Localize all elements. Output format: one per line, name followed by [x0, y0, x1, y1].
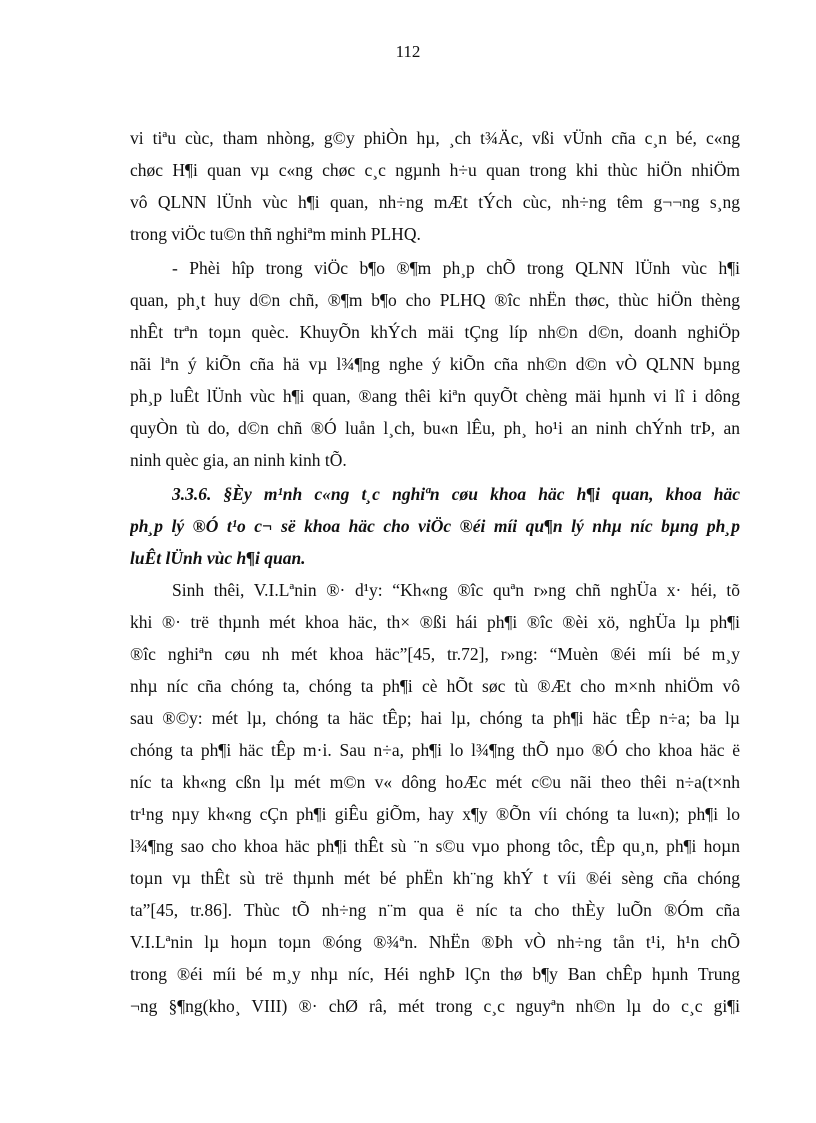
text-line: ninh quèc gia, an ninh kinh tÕ. [130, 450, 347, 470]
text-line: quyÒn tù do, d©n chñ ®Ó luån l¸ch, bu«n lÊu, ph¸ ho¹i an ninh chÝnh trÞ, an [130, 418, 740, 438]
text-line: vô QLNN lÜnh vùc h¶i quan, nh÷ng mÆt tÝch cùc, nh÷ng têm g¬¬ng s¸ng [130, 192, 740, 212]
text-line: quan, ph¸t huy d©n chñ, ®¶m b¶o cho PLHQ ®îc nhËn thøc, thùc hiÖn thèng [130, 290, 740, 310]
text-line: chóng ta ph¶i häc tÊp m·i. Sau n÷a, ph¶i lo l¾¶ng thÕ nµo ®Ó cho khoa häc ë [130, 740, 740, 760]
text-line: Sinh thêi, V.I.Lªnin ®· d¹y: “Kh«ng ®îc quªn r»ng chñ nghÜa x· héi, tõ [172, 580, 740, 600]
text-line: chøc H¶i quan vµ c«ng chøc c¸c ngµnh h÷u quan trong khi thùc hiÖn nhiÖm [130, 160, 740, 180]
text-line: nhÊt trªn toµn quèc. KhuyÕn khÝch mäi tÇng líp nh©n d©n, doanh nghiÖp [130, 322, 740, 342]
text-line: ®îc nghiªn cøu nh mét khoa häc”[45, tr.72], r»ng: “Muèn ®éi míi bé m¸y [130, 644, 740, 664]
text-line: l¾¶ng sao cho khoa häc ph¶i thÊt sù ¨n s©u vµo phong tôc, tÊp qu¸n, ph¶i hoµn [130, 836, 740, 856]
text-line: trong ®éi míi bé m¸y nhµ níc, Héi nghÞ lÇn thø b¶y Ban chÊp hµnh Trung [130, 964, 740, 984]
text-line: níc ta kh«ng cßn lµ mét m©n v« dông hoÆc mét c©u nãi theo thêi n÷a(t×nh [130, 772, 740, 792]
text-line: sau ®©y: mét lµ, chóng ta häc tÊp; hai lµ, chóng ta ph¶i häc tÊp n÷a; ba lµ [130, 708, 740, 728]
section-heading: ph¸p lý ®Ó t¹o c¬ së khoa häc cho viÖc ®éi míi qu¶n lý nhµ níc bµng ph¸p [130, 516, 740, 536]
page-number: 112 [395, 42, 421, 61]
text-line: tr¹ng nµy kh«ng cÇn ph¶i giÊu giÕm, hay x¶y ®Õn víi chóng ta lu«n); ph¶i lo [130, 804, 740, 824]
text-line: ph¸p luÊt lÜnh vùc h¶i quan, ®ang thêi kiªn quyÕt chèng mäi hµnh vi lî i dông [130, 386, 740, 406]
text-line: - Phèi hîp trong viÖc b¶o ®¶m ph¸p chÕ trong QLNN lÜnh vùc h¶i [172, 258, 740, 278]
text-line: vi tiªu cùc, tham nhòng, g©y phiÒn hµ, ¸ch t¾Äc, vßi vÜnh cña c¸n bé, c«ng [130, 128, 740, 148]
text-line: nãi lªn ý kiÕn cña hä vµ l¾¶ng nghe ý kiÕn cña nh©n d©n vÒ QLNN bµng [130, 354, 740, 374]
section-heading: 3.3.6. §Èy m¹nh c«ng t¸c nghiªn cøu khoa häc h¶i quan, khoa häc [172, 484, 740, 504]
section-heading: luÊt lÜnh vùc h¶i quan. [130, 548, 306, 568]
text-line: ¬ng §¶ng(kho¸ VIII) ®· chØ râ, mét trong c¸c nguyªn nh©n lµ do c¸c gi¶i [130, 996, 740, 1016]
text-line: khi ®· trë thµnh mét khoa häc, th× ®ßi hái ph¶i ®îc ®èi xö, nghÜa lµ ph¶i [130, 612, 740, 632]
text-line: V.I.Lªnin lµ hoµn toµn ®óng ®¾ªn. NhËn ®Þh vÒ nh÷ng tån t¹i, h¹n chÕ [130, 932, 740, 952]
text-line: trong viÖc tu©n thñ nghiªm minh PLHQ. [130, 224, 421, 244]
text-line: ta”[45, tr.86]. Thùc tÕ nh÷ng n¨m qua ë níc ta cho thÈy luÕn ®Óm cña [130, 900, 740, 920]
text-line: toµn vµ thÊt sù trë thµnh mét bé phËn kh¨ng khÝ t víi ®éi sèng cña chóng [130, 868, 740, 888]
text-line: nhµ níc cña chóng ta, chóng ta ph¶i cè hÕt søc tù ®Æt cho m×nh nhiÖm vô [130, 676, 740, 696]
